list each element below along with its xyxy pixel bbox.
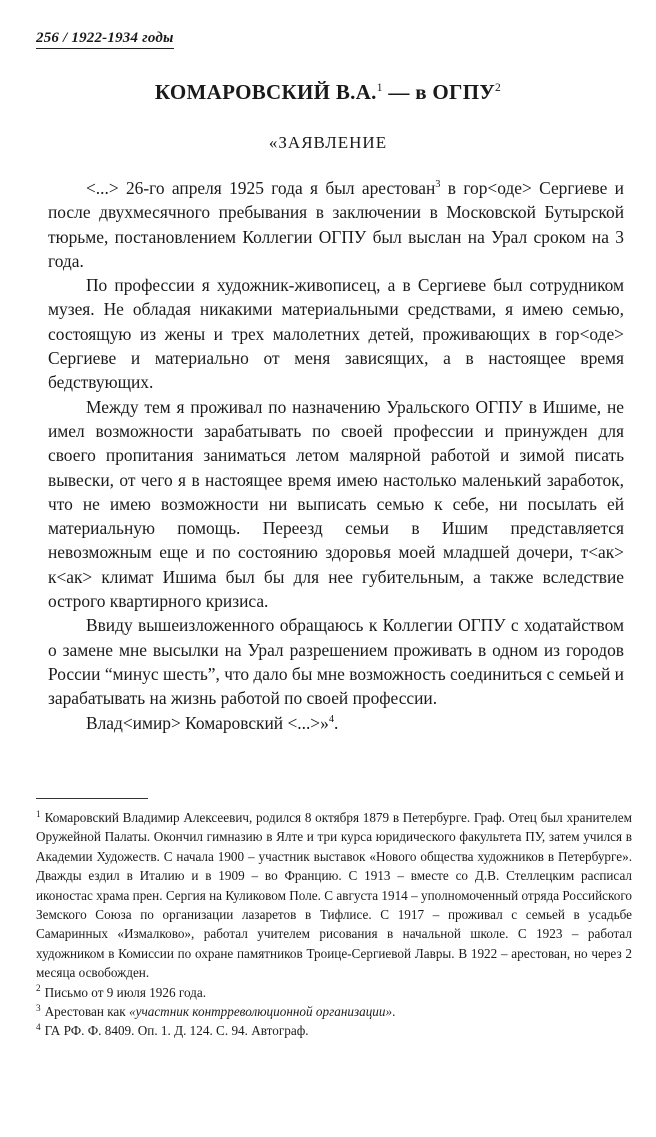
paragraph: По профессии я художник-живописец, а в Сергиеве был сотрудником музея. Не обладая никакими материальными средствами, я имею семью, состоящую из жены и трех малолетних детей, проживающих в гор<оде> Сергиеве и материально от меня зависящих, а в настоящее время бедствующих. — [48, 275, 624, 393]
footnote-4 — [36, 1021, 632, 1040]
page-title — [0, 80, 656, 105]
document-heading: «ЗАЯВЛЕНИЕ — [268, 133, 388, 152]
footnotes — [36, 808, 632, 1041]
signature-tail: . — [334, 712, 339, 733]
title-text: КОМАРОВСКИЙ В.А. — [154, 80, 377, 104]
footnote-ref-4[interactable]: 4 — [328, 713, 335, 725]
footnote-mark: 4 — [36, 1022, 41, 1033]
footnote-text: . — [392, 1004, 396, 1020]
paragraph — [48, 176, 624, 273]
footnote-mark: 2 — [36, 983, 41, 994]
footnote-text: ГА РФ. Ф. 8409. Оп. 1. Д. 124. С. 94. Автограф. — [44, 1023, 309, 1039]
signature-text: Влад<имир> Комаровский <...>» — [86, 712, 329, 733]
signature-line — [48, 711, 624, 735]
footnote-3 — [36, 1002, 632, 1021]
footnote-divider — [36, 798, 148, 799]
footnote-mark: 1 — [36, 808, 41, 819]
footnote-ref-3[interactable]: 3 — [435, 179, 441, 191]
running-head: 256 / 1922-1934 годы — [36, 30, 174, 49]
title-text-2: — в ОГПУ — [382, 80, 496, 104]
footnote-text: Комаровский Владимир Алексеевич, родился 8 октября 1879 в Петербурге. Граф. Отец был хранителем Оружейной Палаты. Окончил гимназию в Ялте и три курса юридического факультета ПУ, затем учился в Академии Художеств. С начала 1900 – участник выставок «Нового общества художников в Петербурге». Дважды ездил в Италию и в 1909 – во Францию. С 1913 – вместе со Д.В. Стеллецким расписал иконостас храма прен. Сергия на Куликовом Поле. С августа 1914 – уполномоченный отряда Российского Земского Союза по организации лазаретов в Тифлисе. С 1917 – проживал с семьей в усадьбе Самаринных «Измалково», работал учителем рисования в начальной школе. С 1923 – работал художником в Комиссии по охране памятников Троице-Сергиевой Лавры. В 1922 – арестован, но через 2 месяца освобожден. — [36, 810, 632, 981]
paragraph-text: в гор<оде> Сергиеве и после двухмесячного пребывания в заключении в Московской Бутырской тюрьме, постановлением Коллегии ОГПУ был выслан на Урал сроком на 3 года. — [48, 178, 624, 271]
footnote-1 — [36, 808, 632, 983]
footnote-text: Письмо от 9 июля 1926 года. — [44, 984, 207, 1000]
footnote-text: Арестован как — [44, 1004, 129, 1020]
footnote-italic-text: «участник контрреволюционной организации» — [129, 1004, 393, 1020]
footnote-mark: 3 — [36, 1002, 41, 1013]
paragraph: Между тем я проживал по назначению Уральского ОГПУ в Ишиме, не имел возможности зарабатывать по своей профессии и принужден для своего пропитания заниматься летом малярной работой и зимой писать вывески, от чего я в настоящее время имею настолько маленький заработок, что не имею возможности ни выписать семью к себе, ни посылать ей материальную помощь. Переезд семьи в Ишим представляется невозможным еще и по состоянию здоровья моей младшей дочери, т<ак> к<ак> климат Ишима был бы для нее губительным, а также вследствие острого квартирного кризиса. — [48, 396, 624, 612]
paragraph: Ввиду вышеизложенного обращаюсь к Коллегии ОГПУ с ходатайством о замене мне высылки на Урал разрешением проживать в одном из городов России “минус шесть”, что дало бы мне возможность соединиться с семьей и зарабатывать на жизнь работой по своей профессии. — [48, 615, 624, 709]
title-footnote-ref-1[interactable]: 1 — [376, 82, 383, 94]
title-footnote-ref-2[interactable]: 2 — [495, 82, 502, 94]
paragraph-text: <...> 26-го апреля 1925 года я был арестован — [86, 178, 436, 198]
footnote-2 — [36, 983, 632, 1002]
document-body — [48, 176, 624, 735]
